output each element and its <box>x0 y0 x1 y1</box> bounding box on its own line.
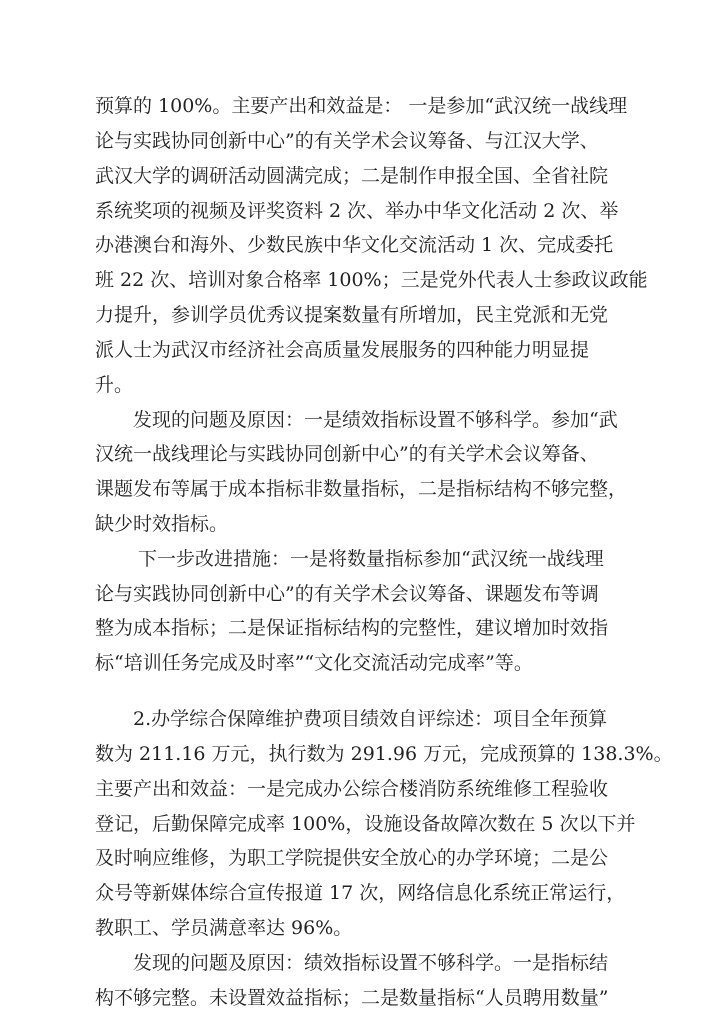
text-line: 升。 <box>95 374 134 396</box>
text-line: 派人士为武汉市经济社会高质量发展服务的四种能力明显提 <box>95 339 590 361</box>
text-line: 缺少时效指标。 <box>95 513 229 535</box>
text-line: 力提升，参训学员优秀议提案数量有所增加，民主党派和无党 <box>95 304 609 326</box>
text-line: 发现的问题及原因：绩效指标设置不够科学。一是指标结 <box>133 952 609 974</box>
text-line: 主要产出和效益：一是完成办公综合楼消防系统维修工程验收 <box>95 778 609 800</box>
text-line: 课题发布等属于成本指标非数量指标，二是指标结构不够完整， <box>95 478 628 500</box>
text-line: 构不够完整。未设置效益指标；二是数量指标“人员聘用数量” <box>95 987 609 1009</box>
text-line: 及时响应维修，为职工学院提供安全放心的办学环境；二是公 <box>95 847 609 869</box>
text-line: 登记，后勤保障完成率 100%，设施设备故障次数在 5 次以下并 <box>95 813 636 835</box>
text-line: 班 22 次、培训对象合格率 100%；三是党外代表人士参政议政能 <box>95 269 648 291</box>
text-line: 论与实践协同创新中心”的有关学术会议筹备、课题发布等调 <box>95 583 599 605</box>
text-line: 汉统一战线理论与实践协同创新中心”的有关学术会议筹备、 <box>95 443 599 465</box>
text-line: 系统奖项的视频及评奖资料 2 次、举办中华文化活动 2 次、举 <box>95 200 619 222</box>
text-line: 2.办学综合保障维护费项目绩效自评综述：项目全年预算 <box>133 708 608 730</box>
text-line: 办港澳台和海外、少数民族中华文化交流活动 1 次、完成委托 <box>95 234 614 256</box>
text-line: 预算的 100%。主要产出和效益是： 一是参加“武汉统一战线理 <box>95 95 628 117</box>
text-line: 众号等新媒体综合宣传报道 17 次，网络信息化系统正常运行， <box>95 882 626 904</box>
text-line: 发现的问题及原因：一是绩效指标设置不够科学。参加“武 <box>133 409 618 431</box>
text-line: 整为成本指标；二是保证指标结构的完整性，建议增加时效指 <box>95 617 609 639</box>
text-line: 下一步改进措施：一是将数量指标参加“武汉统一战线理 <box>138 548 604 570</box>
text-line: 武汉大学的调研活动圆满完成；二是制作申报全国、全省社院 <box>95 165 609 187</box>
text-line: 教职工、学员满意率达 96%。 <box>95 917 353 939</box>
text-line: 标“培训任务完成及时率”“文化交流活动完成率”等。 <box>95 652 533 674</box>
text-line: 论与实践协同创新中心”的有关学术会议筹备、与江汉大学、 <box>95 130 599 152</box>
text-line: 数为 211.16 万元，执行数为 291.96 万元，完成预算的 138.3%。 <box>95 743 673 765</box>
